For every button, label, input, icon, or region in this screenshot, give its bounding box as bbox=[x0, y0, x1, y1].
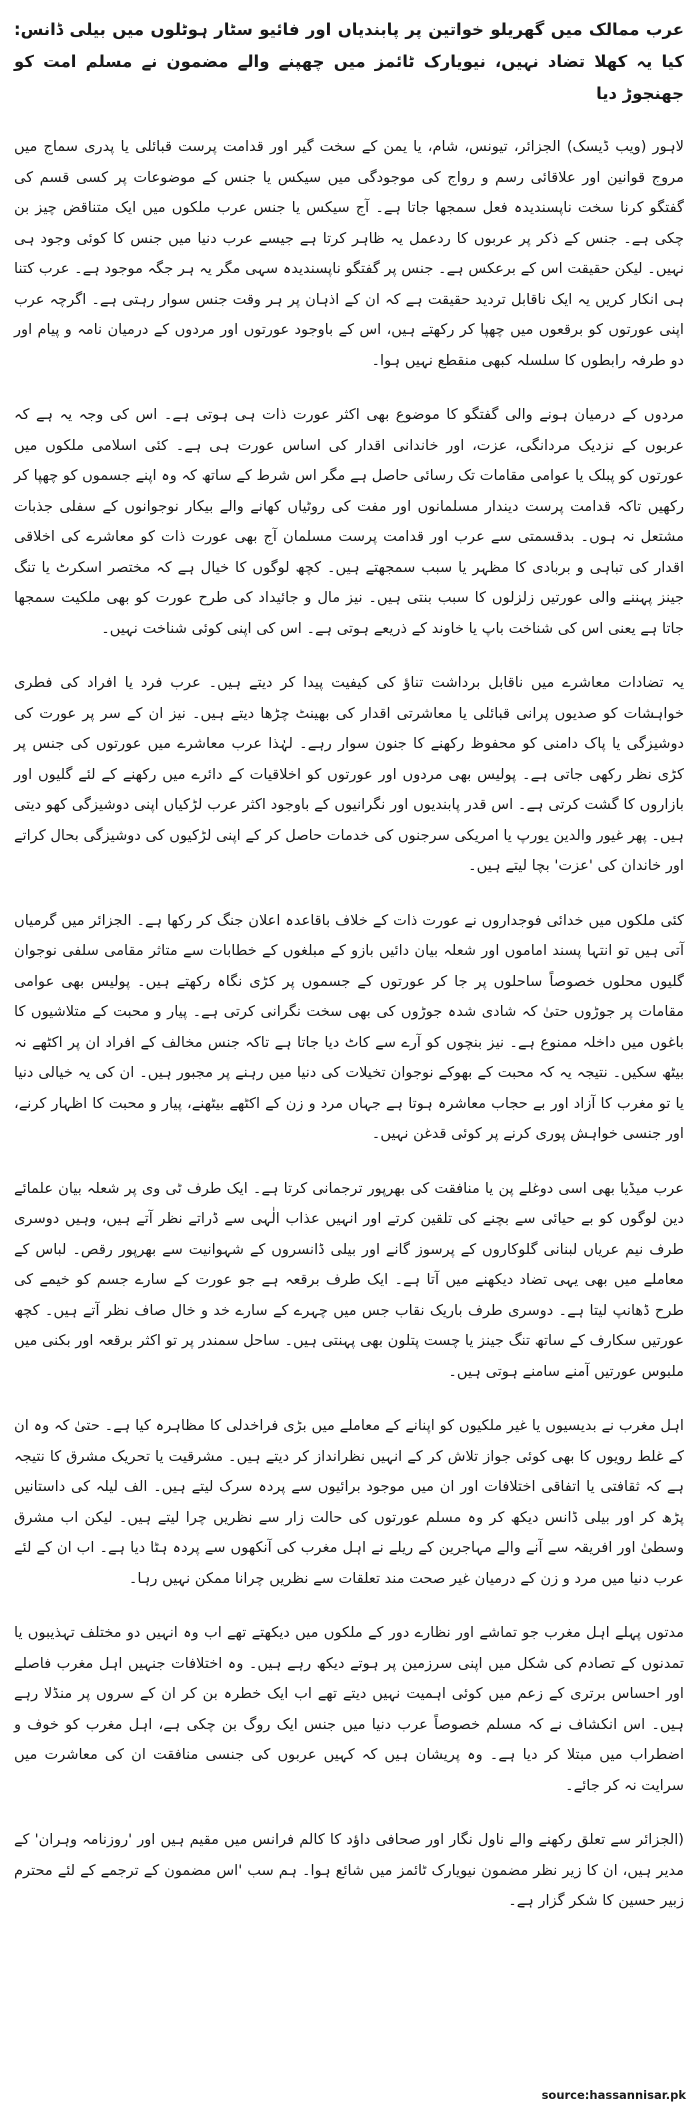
article-paragraph: یہ تضادات معاشرے میں ناقابل برداشت تناؤ کی کیفیت پیدا کر دیتے ہیں۔ عرب فرد یا افراد کی فطری خواہشات کو صدیوں پرانی قبائلی یا معاشرتی اقدار کی بھینٹ چڑھا دیتے ہیں۔ نیز ان کے سر پر عورت کی دوشیزگی یا پاک دامنی کو محفوظ رکھنے کا جنون سوار رہے۔ لہٰذا عرب معاشرے میں عورتوں کی جنس پر کڑی نظر رکھی جاتی ہے۔ پولیس بھی مردوں اور عورتوں کو اخلاقیات کے دائرے میں رکھنے کے لئے گلیوں اور بازاروں کا گشت کرتی ہے۔ اس قدر پابندیوں اور نگرانیوں کے باوجود اکثر عرب لڑکیاں اپنی دوشیزگی کھو دیتی ہیں۔ پھر غیور والدین یورپ یا امریکی سرجنوں کی خدمات حاصل کر کے اپنی لڑکیوں کی دوشیزگی بحال کراتے اور خاندان کی 'عزت' بچا لیتے ہیں۔ bbox=[14, 674, 684, 874]
article-paragraph: عرب میڈیا بھی اسی دوغلے پن یا منافقت کی بھرپور ترجمانی کرتا ہے۔ ایک طرف ٹی وی پر شعلہ بیان علمائے دین لوگوں کو بے حیائی سے بچنے کی تلقین کرتے اور انہیں عذاب الٰہی سے ڈراتے نظر آتے ہیں، وہیں دوسری طرف نیم عریاں لبنانی گلوکاروں کے پرسوز گانے اور بیلی ڈانسروں کے شہوانیت سے بھرپور رقص۔ لباس کے معاملے میں بھی یہی تضاد دیکھنے میں آتا ہے۔ ایک طرف برقعہ ہے جو عورت کے سارے جسم کو خیمے کی طرح ڈھانپ لیتا ہے۔ دوسری طرف باریک نقاب جس میں چہرے کے سارے خد و خال صاف نظر آتے ہیں۔ کچھ عورتیں سکارف کے ساتھ تنگ جینز یا چست پتلون بھی پہنتی ہیں۔ ساحل سمندر پر تو اکثر برقعہ اور بکنی میں ملبوس عورتیں آمنے سامنے ہوتی ہیں۔ bbox=[14, 1179, 684, 1380]
article-headline: عرب ممالک میں گھریلو خواتین پر پابندیاں اور فائیو سٹار ہوٹلوں میں بیلی ڈانس: کیا یہ کھلا تضاد نہیں، نیویارک ٹائمز میں چھپنے والے مضمون نے مسلم امت کو جھنجوڑ دیا bbox=[14, 20, 684, 103]
article bbox=[14, 14, 684, 1937]
source-credit: source:hassannisar.pk bbox=[541, 2088, 686, 2102]
article-paragraph: لاہور (ویب ڈیسک) الجزائر، تیونس، شام، یا یمن کے سخت گیر اور قدامت پرست قبائلی یا پدری سماج میں مروج قوانین اور علاقائی رسم و رواج کی موجودگی میں سیکس یا جنس کے موضوعات پر کسی قسم کی گفتگو کرنا سخت ناپسندیدہ فعل سمجھا جاتا ہے۔ آج سیکس یا جنس عرب ملکوں میں ایک متناقض چیز بن چکی ہے۔ جنس کے ذکر پر عربوں کا ردعمل یہ ظاہر کرتا ہے جیسے عرب دنیا میں جنس کا کوئی وجود ہی نہیں۔ لیکن حقیقت اس کے برعکس ہے۔ جنس پر گفتگو ناپسندیدہ سہی مگر یہ ہر جگہ موجود ہے۔ عرب کتنا ہی انکار کریں یہ ایک ناقابل تردید حقیقت ہے کہ ان کے اذہان پر ہر وقت جنس سوار رہتی ہے۔ اگرچہ عرب اپنی عورتوں کو برقعوں میں چھپا کر رکھتے ہیں، اس کے باوجود عورتوں اور مردوں کے درمیان نامہ و پیام اور دو طرفہ رابطوں کا سلسلہ کبھی منقطع نہیں ہوا۔ bbox=[14, 138, 684, 369]
article-paragraph: کئی ملکوں میں خدائی فوجداروں نے عورت ذات کے خلاف باقاعدہ اعلان جنگ کر رکھا ہے۔ الجزائر میں گرمیاں آتی ہیں تو انتہا پسند اماموں اور شعلہ بیان دائیں بازو کے مبلغوں کے خطابات سے متاثر مقامی سلفی نوجوان گلیوں محلوں خصوصاً ساحلوں پر جا کر عورتوں کے جسموں پر کڑی نگاہ رکھتے ہیں۔ پولیس بھی عوامی مقامات پر جوڑوں حتیٰ کہ شادی شدہ جوڑوں کی بھی سخت نگرانی کرتی ہے۔ پیار و محبت کے متلاشیوں کا باغوں میں داخلہ ممنوع ہے۔ نیز بنچوں کو آرے سے کاٹ دیا جاتا ہے تاکہ جنس مخالف کے افراد ان پر اکٹھے نہ بیٹھ سکیں۔ نتیجہ یہ کہ محبت کے بھوکے نوجوان تخیلات کی دنیا میں رہنے پر مجبور ہیں۔ ان کی یہ خیالی دنیا یا تو مغرب کا آزاد اور بے حجاب معاشرہ ہوتا ہے جہاں مرد و زن کے اکٹھے بیٹھنے، پیار و محبت کا اظہار کرنے، اور جنسی خواہش پوری کرنے پر کوئی قدغن نہیں۔ bbox=[14, 911, 684, 1142]
article-paragraph: مردوں کے درمیان ہونے والی گفتگو کا موضوع بھی اکثر عورت ذات ہی ہوتی ہے۔ اس کی وجہ یہ ہے کہ عربوں کے نزدیک مردانگی، عزت، اور خاندانی اقدار کی اساس عورت ہی ہے۔ کئی اسلامی ملکوں میں عورتوں کو پبلک یا عوامی مقامات تک رسائی حاصل ہے مگر اس شرط کے ساتھ کہ وہ اپنے جسموں کو چھپا کر رکھیں تاکہ قدامت پرست دیندار مسلمانوں اور مفت کی روٹیاں کھانے والے بیکار نوجوانوں کے سفلی جذبات مشتعل نہ ہوں۔ بدقسمتی سے عرب اور قدامت پرست مسلمان آج بھی عورت ذات کو معاشرے کی اخلاقی اقدار کی تباہی و بربادی کا مظہر یا سبب سمجھتے ہیں۔ کچھ لوگوں کا خیال ہے کہ مختصر اسکرٹ یا تنگ جینز پہننے والی عورتیں زلزلوں کا سبب بنتی ہیں۔ نیز مال و جائیداد کی طرح عورت کو بھی ملکیت سمجھا جاتا ہے یعنی اس کی شناخت باپ یا خاوند کے ذریعے ہوتی ہے۔ اس کی اپنی کوئی شناخت نہیں۔ bbox=[14, 406, 684, 637]
article-paragraph: مدتوں پہلے اہل مغرب جو تماشے اور نظارے دور کے ملکوں میں دیکھتے تھے اب وہ انہیں دو مختلف تہذیبوں یا تمدنوں کے تصادم کی شکل میں اپنی سرزمین پر ہوتے دیکھ رہے ہیں۔ وہ اختلافات جنہیں اہل مغرب فاصلے اور احساس برتری کے زعم میں کوئی اہمیت نہیں دیتے تھے اب ایک خطرہ بن کر ان کے سروں پر منڈلا رہے ہیں۔ اس انکشاف نے کہ مسلم خصوصاً عرب دنیا میں جنس ایک روگ بن چکی ہے، اہل مغرب کو خوف و اضطراب میں مبتلا کر دیا ہے۔ وہ پریشان ہیں کہ کہیں عربوں کی جنسی منافقت ان کی معاشرت میں سرایت نہ کر جائے۔ bbox=[14, 1624, 684, 1794]
article-paragraph: اہل مغرب نے بدیسیوں یا غیر ملکیوں کو اپنانے کے معاملے میں بڑی فراخدلی کا مظاہرہ کیا ہے۔ حتیٰ کہ وہ ان کے غلط رویوں کا بھی کوئی جواز تلاش کر کے انہیں نظرانداز کر دیتے ہیں۔ مشرقیت یا تحریک مشرق کا نتیجہ ہے کہ ثقافتی یا اتفاقی اختلافات اور ان میں موجود برائیوں سے پردہ سرک لیتے ہیں۔ الف لیلہ کی داستانیں پڑھ کر اور بیلی ڈانس دیکھ کر وہ مسلم عورتوں کی حالت زار سے نظریں چرا لیتے ہیں۔ لیکن اب مشرق وسطیٰ اور افریقہ سے آنے والے مہاجرین کے ریلے نے اہل مغرب کی آنکھوں سے پردہ ہٹا دیا ہے۔ اب ان کے لئے عرب دنیا میں مرد و زن کے درمیان غیر صحت مند تعلقات سے نظریں چرانا ممکن نہیں رہا۔ bbox=[14, 1417, 684, 1587]
translator-note: (الجزائر سے تعلق رکھنے والے ناول نگار اور صحافی داؤد کا کالم فرانس میں مقیم ہیں اور 'روزنامہ وہران' کے مدیر ہیں، ان کا زیر نظر مضمون نیویارک ٹائمز میں شائع ہوا۔ ہم سب 'اس مضمون کے ترجمے کے لئے محترم زبیر حسین کا شکر گزار ہے۔ bbox=[14, 1831, 684, 1909]
